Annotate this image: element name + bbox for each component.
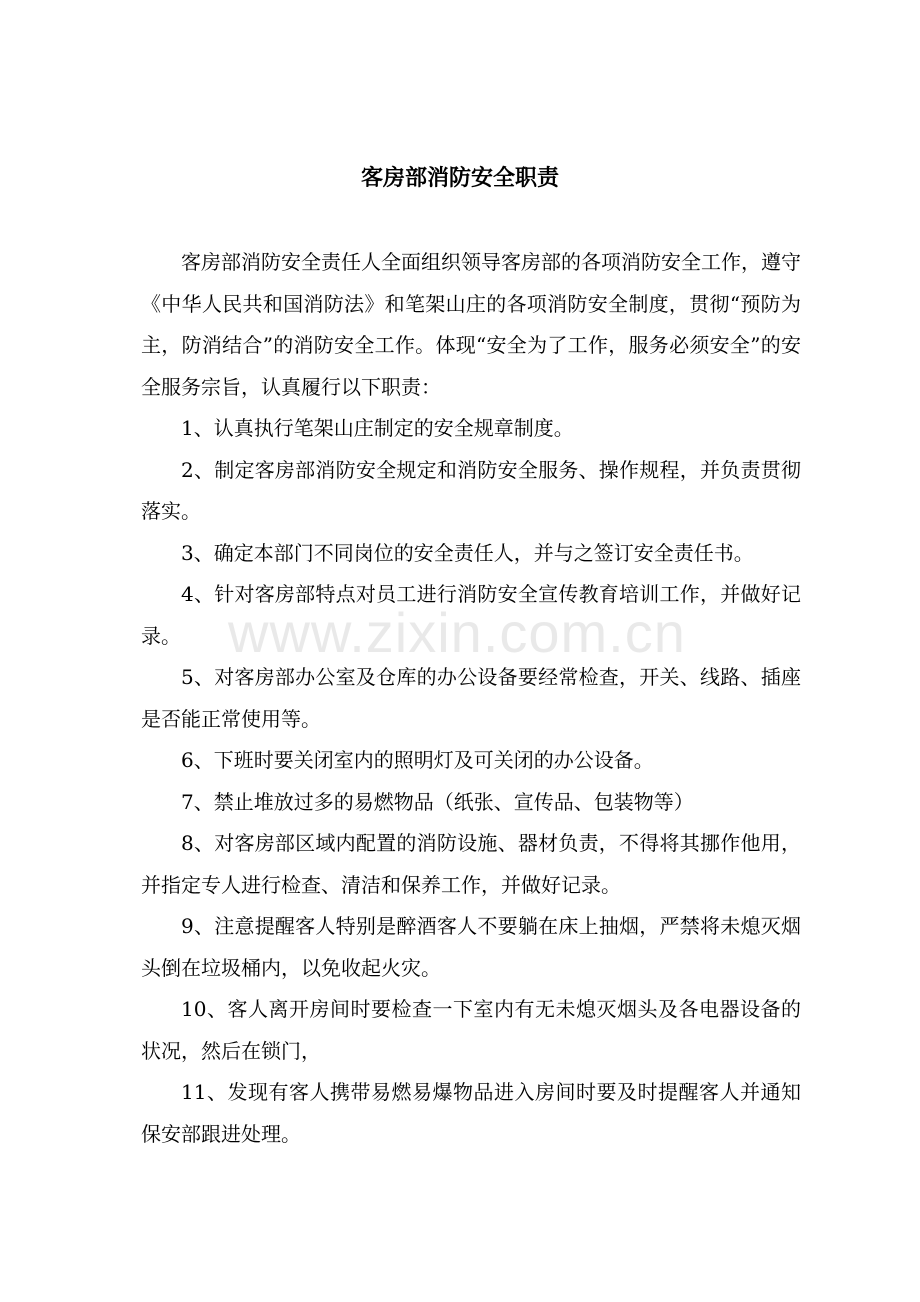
- duty-item-5: 5、对客房部办公室及仓库的办公设备要经常检查，开关、线路、插座是否能正常使用等。: [141, 665, 801, 731]
- watermark: www.zixin.com.cn: [228, 601, 686, 664]
- document-body: [141, 242, 801, 1155]
- intro-paragraph: 客房部消防安全责任人全面组织领导客房部的各项消防安全工作，遵守《中华人民共和国消防法》和笔架山庄的各项消防安全制度，贯彻“预防为主，防消结合”的消防安全工作。体现“安全为了工作，服务必须安全”的安全服务宗旨，认真履行以下职责：: [141, 250, 801, 399]
- duty-item-3: 3、确定本部门不同岗位的安全责任人，并与之签订安全责任书。: [181, 540, 754, 565]
- duty-item-1: 1、认真执行笔架山庄制定的安全规章制度。: [181, 416, 574, 440]
- duty-item-9: 9、注意提醒客人特别是醉酒客人不要躺在床上抽烟，严禁将未熄灭烟头倒在垃圾桶内，以免收起火灾。: [141, 914, 801, 980]
- document-title: 客房部消防安全职责: [360, 166, 559, 191]
- duty-item-11: 11、发现有客人携带易燃易爆物品进入房间时要及时提醒客人并通知保安部跟进处理。: [141, 1080, 801, 1146]
- duty-item-8: 8、对客房部区域内配置的消防设施、器材负责，不得将其挪作他用，并指定专人进行检查、清洁和保养工作，并做好记录。: [141, 831, 801, 897]
- duty-item-6: 6、下班时要关闭室内的照明灯及可关闭的办公设备。: [181, 748, 654, 772]
- duty-item-2: 2、制定客房部消防安全规定和消防安全服务、操作规程，并负责贯彻落实。: [141, 457, 801, 523]
- duty-item-4: 4、针对客房部特点对员工进行消防安全宣传教育培训工作，并做好记录。: [141, 582, 801, 648]
- duty-item-7: 7、禁止堆放过多的易燃物品（纸张、宣传品、包装物等）: [181, 789, 694, 814]
- duty-item-10: 10、客人离开房间时要检查一下室内有无未熄灭烟头及各电器设备的状况，然后在锁门，: [141, 997, 801, 1063]
